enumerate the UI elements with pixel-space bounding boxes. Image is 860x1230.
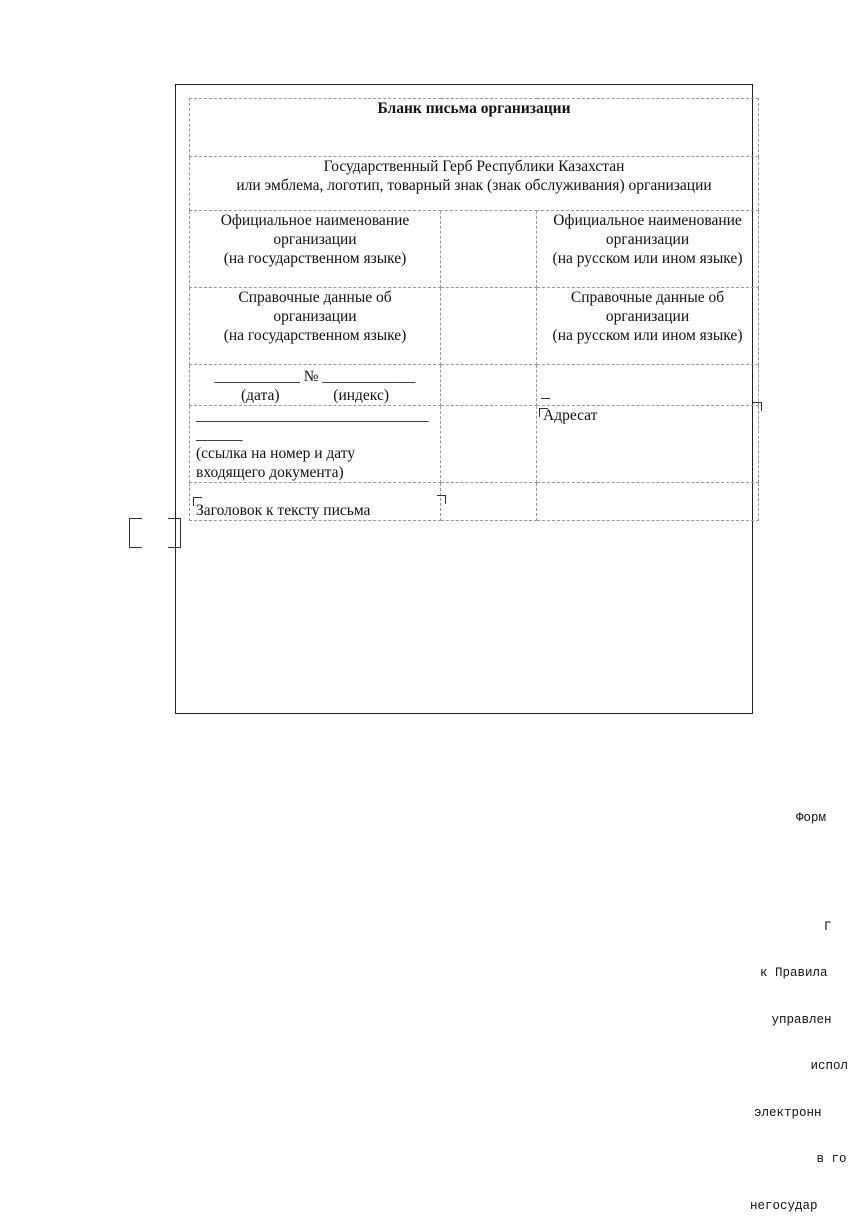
corner-mark	[437, 495, 446, 504]
appendix-note-line: Г	[824, 919, 832, 934]
subject-cell	[190, 483, 441, 521]
spacer-cell	[441, 211, 537, 288]
org-name-right-line-3: (на русском или ином языке)	[552, 250, 743, 267]
spacer-cell	[441, 365, 537, 406]
letterhead-table	[189, 98, 759, 521]
appendix-note-line: электронн	[754, 1105, 822, 1120]
spacer-cell	[441, 406, 537, 483]
emblem-cell	[190, 157, 759, 211]
org-name-right-line-2: организации	[605, 231, 690, 248]
date-number-line: ___________ № ____________	[214, 368, 416, 385]
org-ref-left-line-1: Справочные данные об	[238, 289, 392, 306]
corner-mark	[541, 398, 550, 399]
date-label: (дата)	[241, 387, 280, 404]
date-number-cell	[190, 365, 441, 406]
org-reference-state-language	[190, 288, 441, 365]
addressee-top-cell	[537, 365, 759, 406]
spacer-cell	[537, 483, 759, 521]
letterhead-title: Бланк письма организации	[190, 99, 759, 157]
reference-label-2: входящего документа)	[196, 464, 344, 481]
spacer-cell	[441, 288, 537, 365]
reference-line-2: ______	[196, 426, 243, 443]
org-name-left-line-2: организации	[273, 231, 357, 248]
addressee-cell	[537, 406, 759, 483]
addressee-label: Адресат	[543, 407, 598, 424]
corner-mark	[193, 497, 202, 506]
emblem-line-2: или эмблема, логотип, товарный знак (знак обслуживания) организации	[236, 177, 712, 194]
emblem-line-1: Государственный Герб Республики Казахстан	[323, 158, 625, 175]
org-name-russian-language	[537, 211, 759, 288]
letter-subject: Заголовок к тексту письма	[196, 502, 371, 519]
spacer-cell	[441, 483, 537, 521]
appendix-note-line: к Правила	[760, 966, 828, 980]
date-index-labels	[192, 386, 438, 405]
org-reference-russian-language	[537, 288, 759, 365]
org-ref-right-line-2: организации	[605, 308, 690, 325]
corner-mark	[753, 402, 762, 411]
corner-mark	[539, 408, 548, 417]
appendix-note-line: Форм	[796, 811, 827, 825]
org-name-left-line-3: (на государственном языке)	[223, 250, 407, 267]
org-name-state-language	[190, 211, 441, 288]
org-name-left-line-1: Официальное наименование	[220, 212, 410, 229]
appendix-note-line: испол	[788, 1059, 849, 1073]
appendix-note	[740, 780, 860, 1230]
index-label: (индекс)	[333, 387, 389, 404]
org-ref-right-line-3: (на русском или ином языке)	[552, 327, 743, 344]
reference-label-1: (ссылка на номер и дату	[196, 445, 356, 462]
org-ref-left-line-3: (на государственном языке)	[223, 327, 407, 344]
bracket-mark-left	[129, 518, 142, 548]
appendix-note-line: в го	[794, 1152, 847, 1166]
incoming-reference-cell	[190, 406, 441, 483]
bracket-mark-right	[168, 518, 181, 548]
appendix-note-line: негосудар	[750, 1198, 818, 1213]
appendix-note-line: управлен	[764, 1012, 832, 1027]
org-ref-right-line-1: Справочные данные об	[570, 289, 725, 306]
org-name-right-line-1: Официальное наименование	[553, 212, 742, 229]
reference-line-1: ______________________________	[196, 407, 429, 424]
org-ref-left-line-2: организации	[273, 308, 357, 325]
